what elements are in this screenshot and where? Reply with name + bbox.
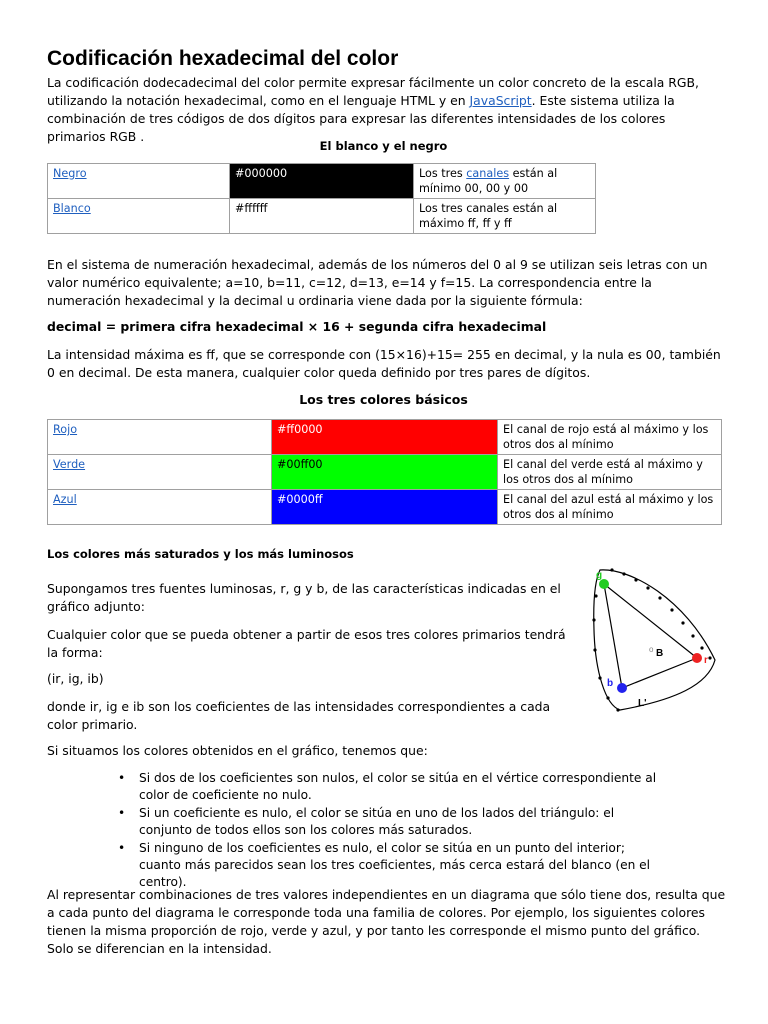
rgb-triangle <box>604 584 697 688</box>
bullet-icon: • <box>118 771 126 785</box>
label-L-prime: L' <box>638 698 647 709</box>
color-swatch-cell: #ffffff <box>230 199 414 234</box>
rojo-link[interactable]: Rojo <box>53 423 78 436</box>
list-item-text: Si dos de los coeficientes son nulos, el color se sitúa en el vértice correspondiente al color de coeficiente no nulo. <box>139 771 657 802</box>
intro-text-after: . Este sistema utiliza la combinación de tres códigos de dos dígitos para expresar las diferentes intensidades de los colores primarios RGB . <box>47 93 675 144</box>
bullet-icon: • <box>118 841 126 855</box>
label-o: o <box>649 645 654 654</box>
page-title: Codificación hexadecimal del color <box>47 47 399 70</box>
hex-system-paragraph: En el sistema de numeración hexadecimal, además de los números del 0 al 9 se utilizan seis letras con un valor numérico equivalente; a=10, b=11, c=12, d=13, e=14 y f=15. La correspondencia entre la numeración hexadecimal y la decimal u ordinaria viene dada por la siguiente fórmula: <box>47 257 708 308</box>
table-cell-desc <box>414 199 596 234</box>
bullet-list <box>98 770 668 892</box>
table-cell-desc <box>414 164 596 199</box>
table-cell-name <box>48 455 272 490</box>
bullet-icon: • <box>118 806 126 820</box>
azul-link[interactable]: Azul <box>53 493 77 506</box>
table1-caption: El blanco y el negro <box>319 139 448 153</box>
table-row <box>48 164 596 199</box>
form-paragraph: Cualquier color que se pueda obtener a partir de esos tres colores primarios tendrá la forma: <box>47 627 566 660</box>
label-white-point: B <box>656 648 664 659</box>
table-cell-name <box>48 420 272 455</box>
label-r: r <box>704 655 708 666</box>
list-item-text: Si ninguno de los coeficientes es nulo, el color se sitúa en un punto del interior; cuanto más parecidos sean los tres coeficientes, más cerca estará del blanco (en el centro). <box>139 841 651 889</box>
canales-link[interactable]: canales <box>466 167 510 180</box>
table-row <box>48 199 596 234</box>
verde-link[interactable]: Verde <box>53 458 86 471</box>
max-intensity-paragraph: La intensidad máxima es ff, que se corresponde con (15×16)+15= 255 en decimal, y la nula es 00, también 0 en decimal. De esta manera, cualquier color queda definido por tres pares de dígitos. <box>47 347 721 380</box>
color-swatch-cell: #0000ff <box>272 490 498 525</box>
intro-text-before: La codificación dodecadecimal del color permite expresar fácilmente un color concreto de la escala RGB, utilizando la notación hexadecimal, como en el lenguaje HTML y en <box>47 75 699 108</box>
red-primary-dot <box>692 653 702 663</box>
label-g: g <box>596 570 603 581</box>
coefficients-paragraph: donde ir, ig e ib son los coeficientes de las intensidades correspondientes a cada color primario. <box>47 699 551 732</box>
desc-text: Los tres <box>419 167 467 180</box>
table-cell-desc: El canal del azul está al máximo y los otros dos al mínimo <box>498 490 722 525</box>
desc-text-after: están al mínimo 00, 00 y 00 <box>419 167 558 195</box>
graph-intro-paragraph: Si situamos los colores obtenidos en el gráfico, tenemos que: <box>47 743 428 758</box>
color-swatch-cell: #ff0000 <box>272 420 498 455</box>
list-item <box>98 805 668 839</box>
negro-link[interactable]: Negro <box>53 167 87 180</box>
table-row <box>48 490 722 525</box>
table-cell-desc: El canal de rojo está al máximo y los otros dos al mínimo <box>498 420 722 455</box>
desc-text: Los tres canales están al máximo ff, ff y ff <box>419 202 558 230</box>
list-item-text: Si un coeficiente es nulo, el color se sitúa en uno de los lados del triángulo: el conjunto de todos ellos son los colores más saturados. <box>139 806 615 837</box>
table-cell-name <box>48 199 230 234</box>
black-white-table <box>47 163 596 234</box>
list-item <box>98 770 668 804</box>
locus-dots <box>592 568 711 711</box>
blanco-link[interactable]: Blanco <box>53 202 91 215</box>
label-b: b <box>607 678 614 689</box>
blue-primary-dot <box>617 683 627 693</box>
section-heading: Los colores más saturados y los más luminosos <box>47 547 354 561</box>
table-row <box>48 455 722 490</box>
formula-tuple: (ir, ig, ib) <box>47 671 104 686</box>
closing-paragraph: Al representar combinaciones de tres valores independientes en un diagrama que sólo tiene dos, resulta que a cada punto del diagrama le corresponde toda una familia de colores. Por ejemplo, los siguientes colores tienen la misma proporción de rojo, verde y azul, y por tanto les corresponde el mismo punto del gráfico. Solo se diferencian en la intensidad. <box>47 887 726 956</box>
chromaticity-diagram <box>580 560 722 720</box>
color-swatch-cell: #00ff00 <box>272 455 498 490</box>
sources-paragraph: Supongamos tres fuentes luminosas, r, g y b, de las características indicadas en el gráfico adjunto: <box>47 581 561 614</box>
intro-paragraph <box>47 74 727 146</box>
table-cell-name <box>48 490 272 525</box>
list-item <box>98 840 668 891</box>
basic-colors-table <box>47 419 722 525</box>
javascript-link[interactable]: JavaScript <box>469 93 532 108</box>
color-swatch-cell: #000000 <box>230 164 414 199</box>
table2-caption: Los tres colores básicos <box>299 392 468 407</box>
table-cell-name <box>48 164 230 199</box>
formula-text: decimal = primera cifra hexadecimal × 16 + segunda cifra hexadecimal <box>47 319 547 334</box>
table-cell-desc: El canal del verde está al máximo y los otros dos al mínimo <box>498 455 722 490</box>
table-row <box>48 420 722 455</box>
